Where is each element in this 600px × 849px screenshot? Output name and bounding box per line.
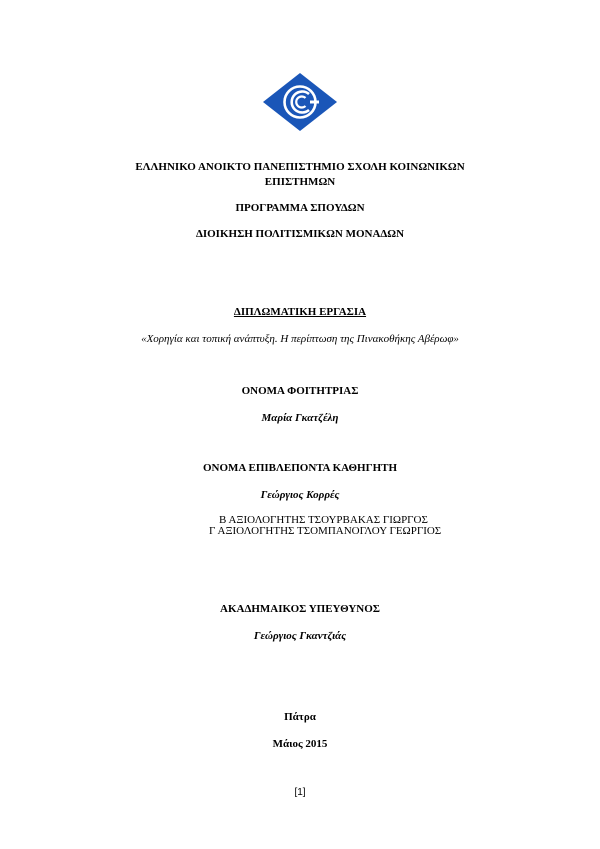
program-heading: ΠΡΟΓΡΑΜΜΑ ΣΠΟΥΔΩΝ — [235, 202, 365, 214]
thesis-label: ΔΙΠΛΩΜΑΤΙΚΗ ΕΡΓΑΣΙΑ — [233, 306, 367, 318]
institution-line-1: ΕΛΛΗΝΙΚΟ ΑΝΟΙΚΤΟ ΠΑΝΕΠΙΣΤΗΜΙΟ ΣΧΟΛΗ ΚΟΙΝΩΝΙΚΩΝ — [135, 161, 465, 173]
supervisor-name: Γεώργιος Κορρές — [260, 489, 340, 501]
evaluator-c: Γ ΑΞΙΟΛΟΓΗΤΗΣ ΤΣΟΜΠΑΝΟΓΛΟΥ ΓΕΩΡΓΙΟΣ — [209, 525, 442, 537]
university-logo-icon — [263, 73, 337, 131]
institution-line-2: ΕΠΙΣΤΗΜΩΝ — [264, 176, 336, 188]
student-label: ΟΝΟΜΑ ΦΟΙΤΗΤΡΙΑΣ — [241, 385, 359, 397]
date: Μάιος 2015 — [272, 738, 328, 750]
evaluator-b: Β ΑΞΙΟΛΟΓΗΤΗΣ ΤΣΟΥΡΒΑΚΑΣ ΓΙΩΡΓΟΣ — [219, 514, 428, 526]
academic-name: Γεώργιος Γκαντζιάς — [253, 630, 347, 642]
city: Πάτρα — [284, 711, 316, 723]
thesis-title: «Χορηγία και τοπική ανάπτυξη. Η περίπτωση της Πινακοθήκης Αβέρωφ» — [141, 333, 459, 345]
academic-label: ΑΚΑΔΗΜΑΙΚΟΣ ΥΠΕΥΘΥΝΟΣ — [220, 603, 380, 615]
student-name: Μαρία Γκατζέλη — [261, 412, 339, 424]
supervisor-label: ΟΝΟΜΑ ΕΠΙΒΛΕΠΟΝΤΑ ΚΑΘΗΓΗΤΗ — [202, 462, 398, 474]
program-name: ΔΙΟΙΚΗΣΗ ΠΟΛΙΤΙΣΜΙΚΩΝ ΜΟΝΑΔΩΝ — [195, 228, 405, 240]
page-number: [1] — [294, 787, 306, 798]
